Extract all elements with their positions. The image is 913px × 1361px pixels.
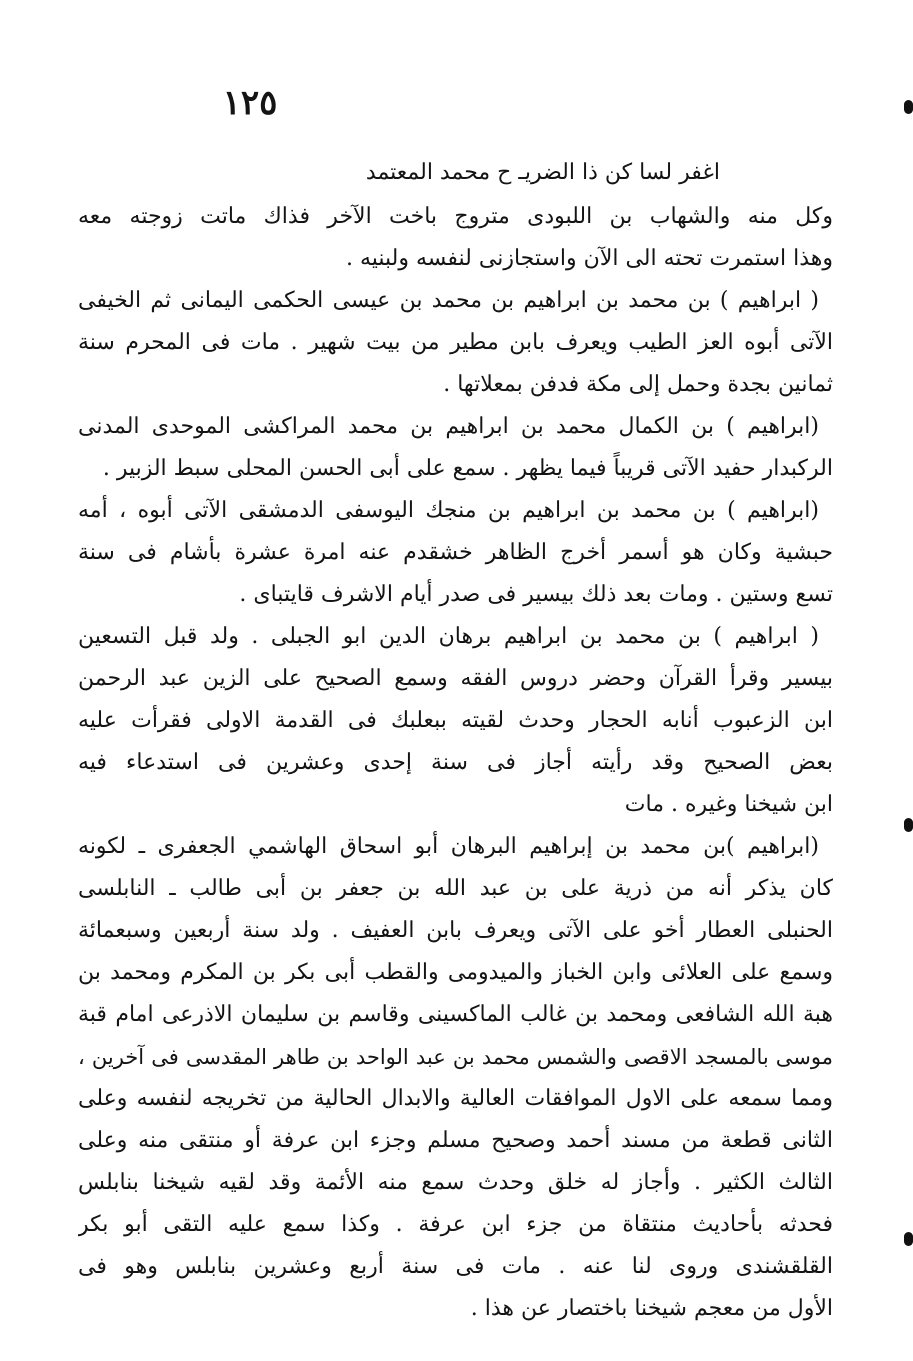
- text-line-6: (ابراهيم ) بن الكمال محمد بن ابراهيم بن محمد المراكشى الموحدى المدنى: [78, 414, 819, 439]
- binding-hole-mark: [904, 1232, 913, 1246]
- text-line-1: وكل منه والشهاب بن اللبودى متروج باخت الآخر فذاك ماتت زوجته معه: [78, 204, 833, 229]
- text-line-11: ( ابراهيم ) بن محمد بن ابراهيم برهان الدين ابو الجبلى . ولد قبل التسعين: [78, 624, 819, 649]
- page-number: ١٢٥: [222, 83, 278, 123]
- text-line-7: الركبدار حفيد الآتى قريباً فيما يظهر . سمع على أبى الحسن المحلى سبط الزبير .: [102, 456, 833, 481]
- binding-hole-mark: [904, 100, 913, 114]
- text-line-9: حبشية وكان هو أسمر أخرج الظاهر خشقدم عنه امرة عشرة بأشام فى سنة: [78, 540, 833, 565]
- text-line-3: ( ابراهيم ) بن محمد بن ابراهيم بن محمد بن عيسى الحكمى اليمانى ثم الخيفى: [78, 288, 819, 313]
- text-line-8: (ابراهيم ) بن محمد بن ابراهيم بن منجك اليوسفى الدمشقى الآتى أبوه ، أمه: [78, 498, 819, 523]
- text-line-16: (ابراهيم )بن محمد بن إبراهيم البرهان أبو اسحاق الهاشمي الجعفرى ـ لكونه: [78, 834, 819, 859]
- text-line-27: الأول من معجم شيخنا باختصار عن هذا .: [470, 1296, 833, 1321]
- verse-line: اغفر لسا كن ذا الضريـ ح محمد المعتمد: [365, 160, 720, 185]
- text-line-12: بيسير وقرأ القرآن وحضر دروس الفقه وسمع الصحيح على الزين عبد الرحمن: [78, 666, 833, 691]
- text-line-26: القلقشندى وروى لنا عنه . مات فى سنة أربع وعشرين بنابلس وهو فى: [78, 1254, 833, 1279]
- text-line-19: وسمع على العلائى وابن الخباز والميدومى والقطب أبى بكر بن المكرم ومحمد بن: [78, 960, 833, 985]
- text-line-10: تسع وستين . ومات بعد ذلك بيسير فى صدر أيام الاشرف قايتباى .: [239, 582, 833, 607]
- text-line-14: بعض الصحيح وقد رأيته أجاز فى سنة إحدى وعشرين فى استدعاء فيه: [78, 750, 833, 775]
- text-line-13: ابن الزعبوب أنابه الحجار وحدث لقيته ببعلبك فى القدمة الاولى فقرأت عليه: [78, 708, 833, 733]
- text-line-5: ثمانين بجدة وحمل إلى مكة فدفن بمعلاتها .: [443, 372, 833, 397]
- text-line-4: الآتى أبوه العز الطيب ويعرف بابن مطير من بيت شهير . مات فى المحرم سنة: [78, 330, 833, 355]
- text-line-18: الحنبلى العطار أخو على الآتى ويعرف بابن العفيف . ولد سنة أربعين وسبعمائة: [78, 918, 833, 943]
- text-line-21: موسى بالمسجد الاقصى والشمس محمد بن عبد الواحد بن طاهر المقدسى فى آخرين ،: [78, 1045, 833, 1069]
- text-line-23: الثانى قطعة من مسند أحمد وصحيح مسلم وجزء ابن عرفة أو منتقى منه وعلى: [78, 1128, 833, 1153]
- text-line-20: هبة الله الشافعى ومحمد بن غالب الماكسينى وقاسم بن سليمان الاذرعى امام قبة: [78, 1002, 833, 1027]
- binding-hole-mark: [904, 818, 913, 832]
- text-line-24: الثالث الكثير . وأجاز له خلق وحدث سمع منه الأئمة وقد لقيه شيخنا بنابلس: [78, 1170, 833, 1195]
- text-line-15: ابن شيخنا وغيره . مات: [624, 792, 833, 817]
- text-line-2: وهذا استمرت تحته الى الآن واستجازنى لنفسه ولبنيه .: [345, 246, 833, 271]
- text-line-17: كان يذكر أنه من ذرية على بن عبد الله بن جعفر بن أبى طالب ـ النابلسى: [78, 876, 833, 901]
- text-line-22: ومما سمعه على الاول الموافقات العالية والابدال الحالية من تخريجه لنفسه وعلى: [78, 1086, 833, 1111]
- text-line-25: فحدثه بأحاديث منتقاة من جزء ابن عرفة . وكذا سمع عليه التقى أبو بكر: [78, 1212, 833, 1237]
